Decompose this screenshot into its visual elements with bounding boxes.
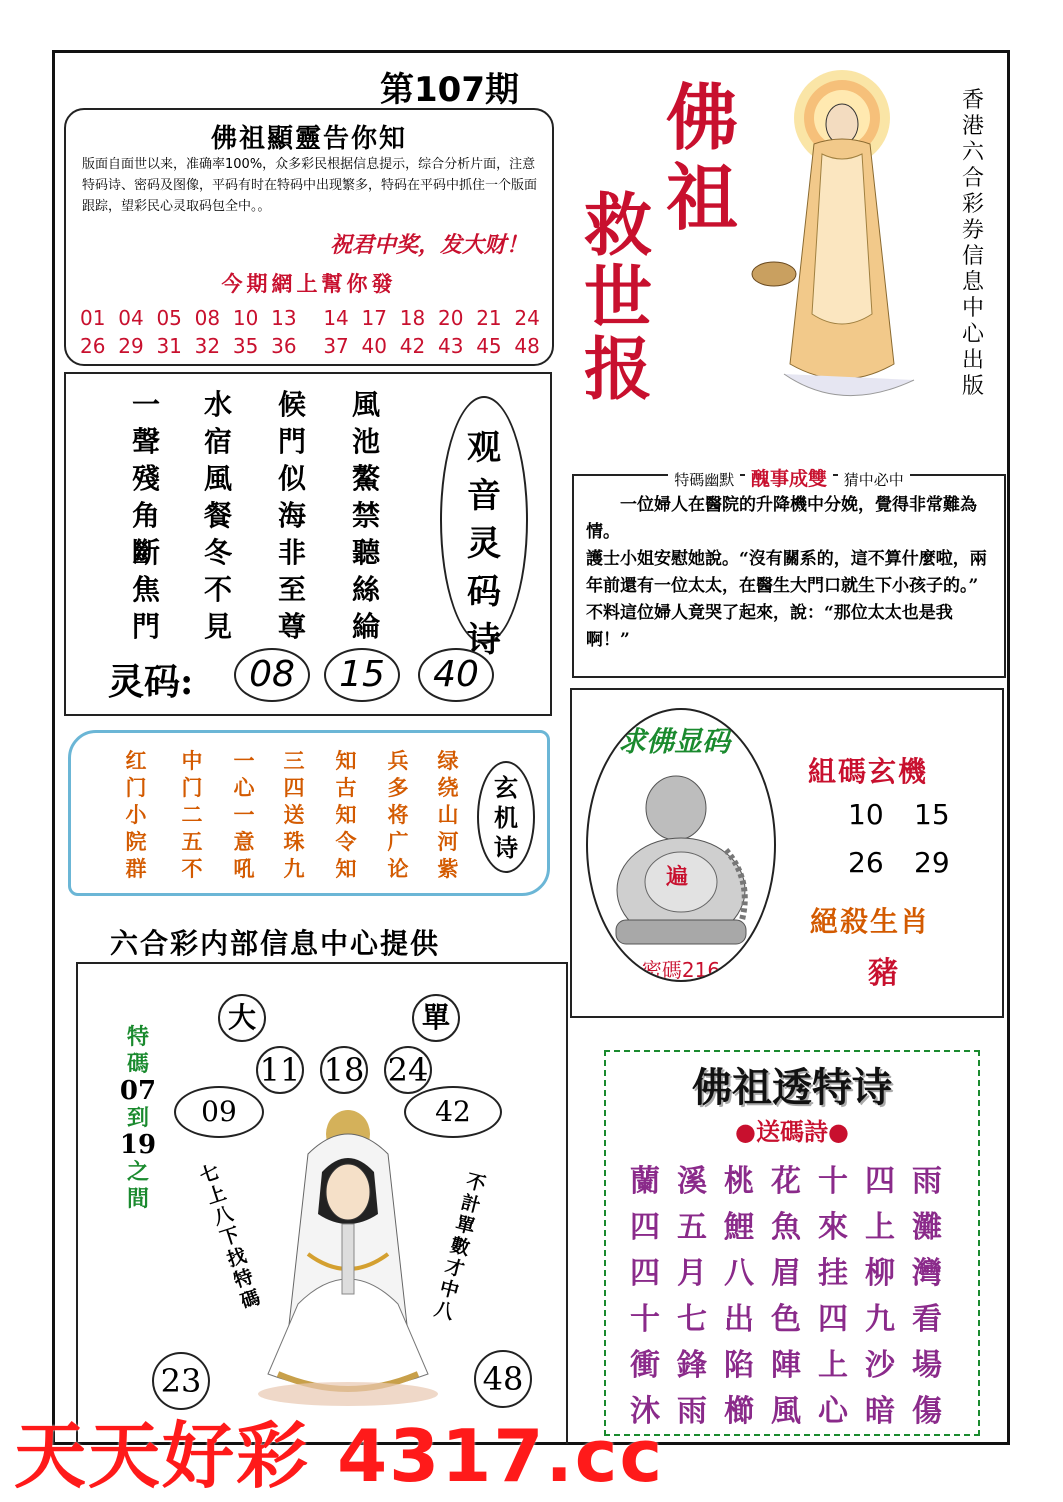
tou-poem-line: 蘭溪桃花十四雨 <box>630 1164 959 1199</box>
da-circle: 大 <box>218 994 266 1042</box>
tou-poem-box <box>604 1050 980 1436</box>
joke-paragraph: 不料這位婦人竟哭了起來，說：“那位太太也是我啊！” <box>586 603 953 650</box>
number: 14 <box>323 306 349 330</box>
tou-poem-row <box>630 1294 960 1338</box>
poem-column <box>116 386 176 645</box>
poem-column <box>262 386 322 645</box>
xuanji-column-text: 一心一意吼 <box>233 748 255 881</box>
numbers-row-1 <box>80 306 540 330</box>
tema-to-label: 到 <box>126 1105 149 1131</box>
lingma-label: 灵码: <box>108 661 194 703</box>
tou-poem-row <box>630 1156 960 1200</box>
tema-from: 07 <box>119 1076 157 1106</box>
xuanji-column <box>219 747 269 882</box>
number: 01 <box>80 306 106 330</box>
number: 08 <box>194 306 221 330</box>
number: 04 <box>118 306 144 330</box>
poem-column-text: 一聲殘角斷焦門 <box>131 388 160 643</box>
standing-guanyin-image <box>744 64 934 424</box>
provider-line: 六合彩内部信息中心提供 <box>110 927 441 960</box>
xuanji-title <box>479 773 533 863</box>
zuma-number: 29 <box>914 846 950 879</box>
number: 32 <box>194 334 221 358</box>
poem-title-oval <box>440 396 528 660</box>
buddha-chest-char: 遍 <box>666 864 689 890</box>
joke-body <box>586 492 994 654</box>
buddha-oval <box>586 708 776 982</box>
poem-column-text: 候門似海非至尊 <box>277 388 306 643</box>
zuma-number: 15 <box>914 798 950 831</box>
xuanji-column <box>269 747 319 882</box>
number: 36 <box>271 334 297 358</box>
number: 17 <box>361 306 387 330</box>
number: 10 <box>232 306 259 330</box>
tou-poem-line: 衝鋒陷陣上沙場 <box>630 1348 959 1383</box>
poem-column <box>336 386 396 645</box>
poem-title <box>442 424 526 664</box>
number-oval: 42 <box>404 1086 502 1138</box>
number: 37 <box>323 334 349 358</box>
laughing-buddha-image <box>606 770 756 946</box>
zuma-number: 26 <box>848 846 884 879</box>
number: 43 <box>437 334 464 358</box>
dan-circle: 單 <box>412 994 460 1042</box>
title-fozu: 佛祖 <box>666 75 739 240</box>
tou-poem-line: 沐雨櫛風心暗傷 <box>630 1394 959 1429</box>
number: 05 <box>156 306 182 330</box>
tema-to: 19 <box>119 1130 157 1160</box>
number-circle: 23 <box>152 1352 210 1410</box>
tou-poem-row <box>630 1248 960 1292</box>
xuanji-column-text: 兵多将广论 <box>387 748 409 881</box>
number: 24 <box>514 306 540 330</box>
buddha-title: 求佛显码 <box>618 725 731 758</box>
tou-poem-line: 十七出色四九看 <box>630 1302 959 1337</box>
number: 21 <box>476 306 502 330</box>
xuanji-column-text: 绿绕山河紫 <box>437 748 459 881</box>
issue-number: 第107期 <box>380 70 519 110</box>
lingma-number: 15 <box>324 648 400 702</box>
number: 45 <box>476 334 502 358</box>
xuanji-poem-box <box>68 730 550 896</box>
joke-paragraph: 一位婦人在醫院的升降機中分娩，覺得非常難為情。 <box>586 495 977 542</box>
publisher-text: 香港六合彩券信息中心出版 <box>961 88 984 399</box>
xuanji-column <box>321 747 371 882</box>
poem-column-text: 水宿風餐冬不見 <box>203 388 232 643</box>
xuanji-column-text: 红门小院群 <box>125 748 147 881</box>
zodiac-pig: 豬 <box>868 956 898 991</box>
joke-paragraph: 護士小姐安慰她說。“沒有關系的，這不算什麼啦，兩年前還有一位太太，在醫生大門口就生下小孩子的。” <box>586 549 987 596</box>
notice-box <box>64 108 554 366</box>
tou-poem-title: 佛祖透特诗 <box>692 1064 892 1111</box>
xuanji-column <box>373 747 423 882</box>
buddha-box <box>570 688 1004 1018</box>
joke-suffix: 猜中必中 <box>838 471 910 489</box>
number: 42 <box>399 334 426 358</box>
notice-title: 佛祖顯靈告你知 <box>210 124 407 154</box>
tou-poem-line: 四月八眉挂柳灣 <box>630 1256 959 1291</box>
poem-column-text: 風池鰲禁聽絲綸 <box>351 388 380 643</box>
xuanji-column <box>167 747 217 882</box>
notice-body: 版面自面世以来，准确率100%，众多彩民根据信息提示，综合分析片面，注意特码诗、密码及图像，平码有时在特码中出现繁多，特码在平码中抓住一个版面跟踪，望彩民心灵取码包全中。。 <box>82 157 538 214</box>
number: 13 <box>271 306 297 330</box>
title-jiushibao: 救世报 <box>584 186 653 410</box>
joke-label: 特碼幽默 <box>668 471 740 489</box>
joke-header <box>574 464 1004 491</box>
xuanji-title-oval <box>477 761 535 873</box>
joke-title: 醜事成雙 <box>745 468 833 490</box>
zuma-title: 組碼玄機 <box>808 755 929 788</box>
jueshashengxiao-title: 絕殺生肖 <box>810 905 931 938</box>
xuanji-title-text: 玄机诗 <box>494 773 518 862</box>
number: 29 <box>118 334 144 358</box>
number-circle: 11 <box>256 1046 304 1094</box>
lingma-number: 40 <box>418 648 494 702</box>
mima-text: 密碼216 <box>641 958 721 982</box>
number: 20 <box>437 306 464 330</box>
poem-column <box>188 386 248 645</box>
seated-guanyin-image <box>238 1104 458 1414</box>
tou-poem-row <box>630 1202 960 1246</box>
tema-range <box>118 1024 158 1213</box>
tema-label: 之間 <box>126 1159 149 1212</box>
watermark-text: 天天好彩 4317.cc <box>14 1414 665 1498</box>
number-circle: 48 <box>474 1350 532 1408</box>
number-oval: 09 <box>174 1086 264 1138</box>
xuanji-column-text: 中门二五不 <box>181 748 203 881</box>
poem-title-text: 观音灵码诗 <box>467 428 501 660</box>
number: 48 <box>514 334 540 358</box>
guanyin-poem-box <box>64 372 552 716</box>
tou-poem-row <box>630 1386 960 1430</box>
number: 31 <box>156 334 182 358</box>
number: 35 <box>232 334 259 358</box>
lingma-number: 08 <box>234 648 310 702</box>
joke-box <box>572 468 1006 678</box>
tou-poem-row <box>630 1340 960 1384</box>
right-vertical-text: 不計單數才中八 <box>432 1169 488 1325</box>
number-circle: 24 <box>384 1046 432 1094</box>
blessing-text: 祝君中奖，发大财！ <box>329 233 528 258</box>
number: 40 <box>361 334 387 358</box>
tema-label: 特碼 <box>126 1024 149 1077</box>
xuanji-column <box>423 747 473 882</box>
numbers-row-2 <box>80 334 540 358</box>
songma-subtitle: ●送碼詩● <box>735 1117 849 1146</box>
number-circle: 18 <box>320 1046 368 1094</box>
number: 18 <box>399 306 426 330</box>
number: 26 <box>80 334 106 358</box>
left-vertical-text: 七上八下找特碼 <box>197 1160 263 1314</box>
zuma-number: 10 <box>848 798 884 831</box>
numbers-title: 今期網上幫你發 <box>221 271 397 296</box>
xuanji-column-text: 知古知令知 <box>335 748 357 881</box>
tou-poem-line: 四五鯉魚來上灘 <box>630 1210 959 1245</box>
xuanji-column <box>111 747 161 882</box>
tema-box <box>76 962 568 1444</box>
xuanji-column-text: 三四送珠九 <box>283 748 305 881</box>
